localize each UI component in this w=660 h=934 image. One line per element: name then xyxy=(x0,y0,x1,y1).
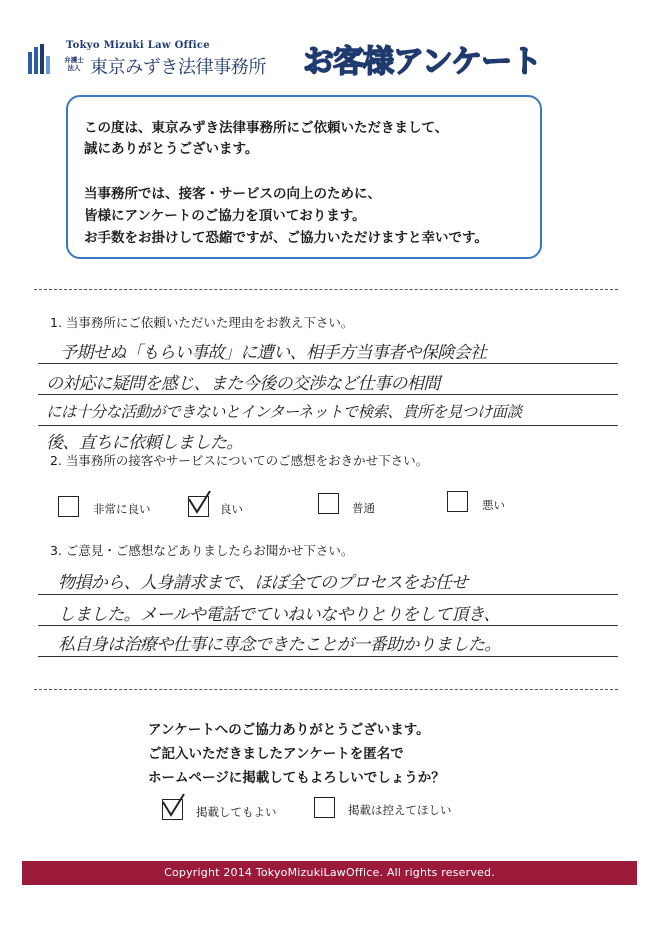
answer-rule-line xyxy=(38,363,618,364)
closing-line: アンケートへのご協力ありがとうございます。 xyxy=(148,722,430,738)
rating-label-average: 普通 xyxy=(352,501,375,515)
answer-rule-line xyxy=(38,656,618,657)
answer-rule-line xyxy=(38,625,618,626)
closing-line: ホームページに掲載してもよろしいでしょうか？ xyxy=(148,770,445,786)
closing-line: ご記入いただきましたアンケートを匿名で xyxy=(148,746,404,762)
rating-label-very-good: 非常に良い xyxy=(93,502,151,516)
intro-line: 皆様にアンケートのご協力を頂いております。 xyxy=(84,208,366,224)
q1-handwritten-line: 予期せぬ「もらい事故」に遭い、相手方当事者や保険会社 xyxy=(60,343,487,363)
rating-checkbox-poor[interactable] xyxy=(447,491,468,512)
answer-rule-line xyxy=(38,425,618,426)
section-divider xyxy=(34,689,618,690)
survey-title: お客様アンケート xyxy=(303,44,542,80)
copyright-footer: Copyright 2014 TokyoMizukiLawOffice. All rights reserved. xyxy=(22,861,637,885)
q3-handwritten-line: 物損から、人身請求まで、ほぼ全てのプロセスをお任せ xyxy=(58,573,468,593)
firm-name-english: Tokyo Mizuki Law Office xyxy=(66,40,210,51)
q3-handwritten-line: 私自身は治療や仕事に専念できたことが一番助かりました。 xyxy=(58,635,501,655)
question-1-label: 1. 当事務所にご依頼いただいた理由をお教え下さい。 xyxy=(50,315,354,330)
intro-line: 当事務所では、接客・サービスの向上のために、 xyxy=(84,186,381,202)
q1-handwritten-line: の対応に疑問を感じ、また今後の交渉など仕事の相間 xyxy=(46,374,440,394)
firm-logo-icon xyxy=(28,44,50,74)
q1-handwritten-line: には十分な活動ができないとインターネットで検索、貴所を見つけ面談 xyxy=(46,403,522,421)
intro-line: この度は、東京みずき法律事務所にご依頼いただきまして、 xyxy=(84,120,449,136)
intro-line: 誠にありがとうございます。 xyxy=(84,141,259,157)
intro-line: お手数をお掛けして恐縮ですが、ご協力いただけますと幸いです。 xyxy=(84,230,488,246)
check-mark-icon xyxy=(186,490,212,516)
question-3-label: 3. ご意見・ご感想などありましたらお聞かせ下さい。 xyxy=(50,543,354,558)
q3-handwritten-line: しました。メールや電話でていねいなやりとりをして頂き、 xyxy=(58,605,500,625)
firm-type-label: 弁護士法人 xyxy=(64,56,84,72)
rating-checkbox-average[interactable] xyxy=(318,493,339,514)
section-divider xyxy=(34,289,618,290)
question-2-label: 2. 当事務所の接客やサービスについてのご感想をおきかせ下さい。 xyxy=(50,453,429,468)
publish-decline-label: 掲載は控えてほしい xyxy=(348,803,452,817)
rating-checkbox-very-good[interactable] xyxy=(58,496,79,517)
rating-label-poor: 悪い xyxy=(482,498,505,512)
firm-name-japanese: 東京みずき法律事務所 xyxy=(90,57,266,78)
publish-decline-checkbox[interactable] xyxy=(314,797,335,818)
q1-handwritten-line: 後、直ちに依頼しました。 xyxy=(46,433,243,453)
answer-rule-line xyxy=(38,394,618,395)
check-mark-icon xyxy=(160,793,186,819)
publish-ok-label: 掲載してもよい xyxy=(196,805,277,819)
rating-label-good: 良い xyxy=(220,502,243,516)
answer-rule-line xyxy=(38,594,618,595)
